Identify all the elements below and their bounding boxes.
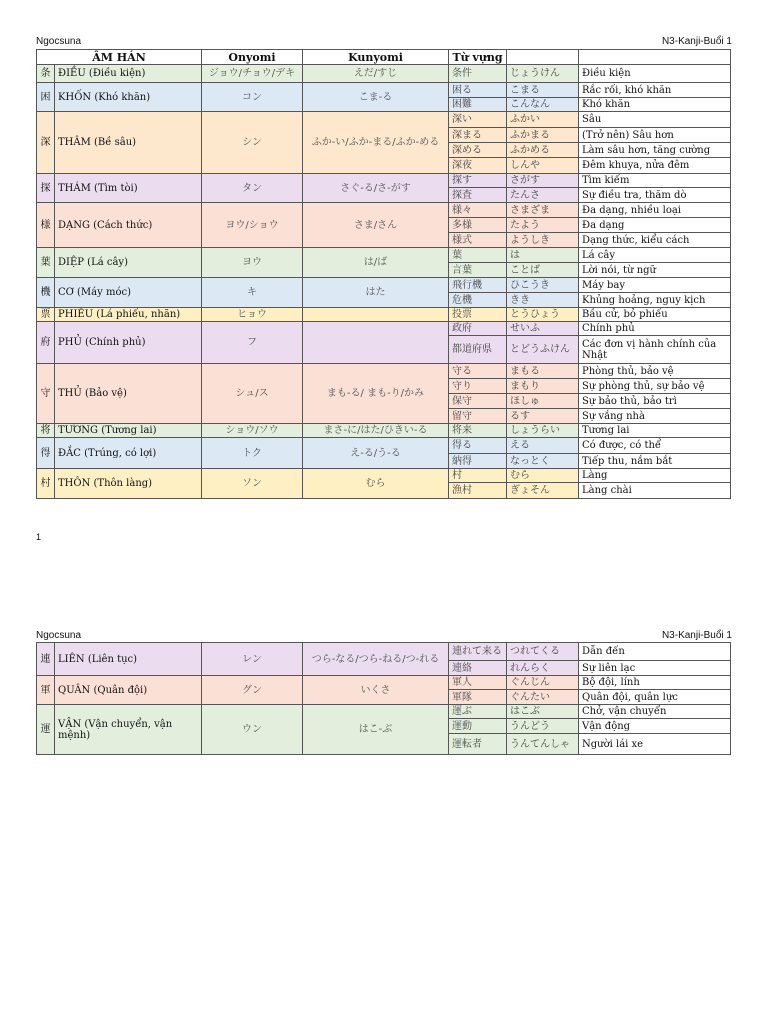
vocab-reading: ぎょそん [507, 483, 579, 499]
vocab-reading: なっとく [507, 454, 579, 469]
am-han-cell: CƠ (Máy móc) [55, 278, 202, 308]
vocab-reading: さまざま [507, 203, 579, 218]
vocab-reading: まもる [507, 364, 579, 379]
vocab-reading: うんどう [507, 719, 579, 734]
vocab-meaning: Sự liên lạc [579, 661, 731, 676]
table-row [37, 83, 731, 98]
vocab-meaning: Khó khăn [579, 98, 731, 112]
kanji-cell: 条 [37, 65, 55, 83]
vocab-reading: しんや [507, 158, 579, 174]
vocab-meaning: Tìm kiếm [579, 174, 731, 188]
table-row [37, 424, 731, 438]
vocab-word: 様々 [449, 203, 507, 218]
vocab-meaning: Các đơn vị hành chính của Nhật [579, 336, 731, 364]
table-row [37, 322, 731, 336]
am-han-cell: PHIẾU (Lá phiếu, nhãn) [55, 308, 202, 322]
vocab-reading: ふかい [507, 112, 579, 128]
kanji-cell: 葉 [37, 248, 55, 278]
onyomi-cell: シン [202, 112, 303, 174]
am-han-cell: THÔN (Thôn làng) [55, 469, 202, 499]
am-han-cell: QUÂN (Quân đội) [55, 676, 202, 705]
vocab-reading: とどうふけん [507, 336, 579, 364]
onyomi-cell: グン [202, 676, 303, 705]
table-row [37, 112, 731, 128]
vocab-word: 納得 [449, 454, 507, 469]
vocab-reading: ふかめる [507, 143, 579, 158]
onyomi-cell: ヒョウ [202, 308, 303, 322]
onyomi-cell: シュ/ス [202, 364, 303, 424]
kanji-table-1 [36, 49, 731, 499]
vocab-meaning: Lá cây [579, 248, 731, 263]
vocab-word: 運転者 [449, 734, 507, 755]
onyomi-cell: レン [202, 643, 303, 676]
vocab-reading: るす [507, 409, 579, 424]
vocab-meaning: Bộ đội, lính [579, 676, 731, 690]
vocab-word: 葉 [449, 248, 507, 263]
onyomi-cell: ウン [202, 705, 303, 755]
onyomi-cell: ヨウ/ショウ [202, 203, 303, 248]
vocab-word: 深める [449, 143, 507, 158]
vocab-meaning: Đêm khuya, nửa đêm [579, 158, 731, 174]
am-han-cell: DẠNG (Cách thức) [55, 203, 202, 248]
vocab-word: 探す [449, 174, 507, 188]
onyomi-cell: ジョウ/チョウ/デキ [202, 65, 303, 83]
header-title: N3-Kanji-Buổi 1 [661, 36, 732, 47]
am-han-cell: VẬN (Vận chuyển, vận mệnh) [55, 705, 202, 755]
vocab-word: 漁村 [449, 483, 507, 499]
vocab-reading: はこぶ [507, 705, 579, 719]
am-han-cell: KHỐN (Khó khăn) [55, 83, 202, 112]
vocab-reading: える [507, 438, 579, 454]
vocab-meaning: Điều kiện [579, 65, 731, 83]
vocab-reading: たんさ [507, 188, 579, 203]
col-meaning [579, 50, 731, 65]
vocab-meaning: Làng [579, 469, 731, 483]
kanji-cell: 連 [37, 643, 55, 676]
table-header-row [37, 50, 731, 65]
onyomi-cell: キ [202, 278, 303, 308]
kanji-cell: 村 [37, 469, 55, 499]
table-row [37, 308, 731, 322]
kanji-cell: 深 [37, 112, 55, 174]
vocab-word: 危機 [449, 293, 507, 308]
vocab-word: 守る [449, 364, 507, 379]
vocab-meaning: Tiếp thu, nắm bắt [579, 454, 731, 469]
onyomi-cell: ヨウ [202, 248, 303, 278]
am-han-cell: PHỦ (Chính phủ) [55, 322, 202, 364]
vocab-reading: さがす [507, 174, 579, 188]
page-number: 1 [36, 532, 42, 542]
vocab-word: 深夜 [449, 158, 507, 174]
col-reading [507, 50, 579, 65]
vocab-reading: じょうけん [507, 65, 579, 83]
col-onyomi: Onyomi [202, 50, 303, 65]
vocab-meaning: Bầu cử, bỏ phiếu [579, 308, 731, 322]
vocab-meaning: Rắc rối, khó khăn [579, 83, 731, 98]
vocab-reading: まもり [507, 379, 579, 394]
kunyomi-cell: さぐ-る/さ-がす [303, 174, 449, 203]
vocab-word: 条件 [449, 65, 507, 83]
vocab-reading: れんらく [507, 661, 579, 676]
kanji-cell: 機 [37, 278, 55, 308]
vocab-word: 軍隊 [449, 690, 507, 705]
table-row [37, 248, 731, 263]
kunyomi-cell: はた [303, 278, 449, 308]
kanji-cell: 守 [37, 364, 55, 424]
vocab-meaning: (Trở nên) Sâu hơn [579, 128, 731, 143]
vocab-meaning: Phòng thủ, bảo vệ [579, 364, 731, 379]
kanji-cell: 票 [37, 308, 55, 322]
vocab-word: 言葉 [449, 263, 507, 278]
vocab-reading: ふかまる [507, 128, 579, 143]
onyomi-cell: コン [202, 83, 303, 112]
table-row [37, 278, 731, 293]
vocab-meaning: Đa dạng, nhiều loại [579, 203, 731, 218]
vocab-reading: とうひょう [507, 308, 579, 322]
vocab-reading: たよう [507, 218, 579, 233]
vocab-word: 深い [449, 112, 507, 128]
table-row [37, 65, 731, 83]
vocab-word: 軍人 [449, 676, 507, 690]
vocab-meaning: Sự điều tra, thăm dò [579, 188, 731, 203]
vocab-reading: ようしき [507, 233, 579, 248]
col-kunyomi: Kunyomi [303, 50, 449, 65]
table-row [37, 174, 731, 188]
col-tu-vung: Từ vựng [449, 50, 507, 65]
am-han-cell: THÁM (Tìm tòi) [55, 174, 202, 203]
col-am-han: ÂM HÁN [37, 50, 202, 65]
vocab-meaning: Quân đội, quân lực [579, 690, 731, 705]
vocab-reading: うんてんしゃ [507, 734, 579, 755]
table-row [37, 676, 731, 690]
onyomi-cell: フ [202, 322, 303, 364]
vocab-meaning: Dẫn đến [579, 643, 731, 661]
kunyomi-cell: ふか-い/ふか-まる/ふか-める [303, 112, 449, 174]
vocab-word: 探査 [449, 188, 507, 203]
vocab-word: 将来 [449, 424, 507, 438]
vocab-word: 連れて来る [449, 643, 507, 661]
vocab-reading: は [507, 248, 579, 263]
vocab-meaning: Chính phủ [579, 322, 731, 336]
vocab-word: 困る [449, 83, 507, 98]
vocab-word: 得る [449, 438, 507, 454]
kunyomi-cell: つら-なる/つら-ねる/つ-れる [303, 643, 449, 676]
vocab-reading: ひこうき [507, 278, 579, 293]
vocab-word: 都道府県 [449, 336, 507, 364]
kunyomi-cell: こま-る [303, 83, 449, 112]
vocab-word: 留守 [449, 409, 507, 424]
kunyomi-cell: いくさ [303, 676, 449, 705]
vocab-meaning: Đa dạng [579, 218, 731, 233]
am-han-cell: ĐẮC (Trúng, có lợi) [55, 438, 202, 469]
onyomi-cell: トク [202, 438, 303, 469]
kanji-cell: 探 [37, 174, 55, 203]
kanji-cell: 困 [37, 83, 55, 112]
vocab-word: 投票 [449, 308, 507, 322]
vocab-meaning: Sâu [579, 112, 731, 128]
vocab-meaning: Chở, vận chuyển [579, 705, 731, 719]
onyomi-cell: ショウ/ソウ [202, 424, 303, 438]
vocab-meaning: Tương lai [579, 424, 731, 438]
kanji-cell: 府 [37, 322, 55, 364]
kunyomi-cell: えだ/すじ [303, 65, 449, 83]
vocab-reading: こんなん [507, 98, 579, 112]
vocab-meaning: Máy bay [579, 278, 731, 293]
kunyomi-cell: さま/さん [303, 203, 449, 248]
kanji-cell: 軍 [37, 676, 55, 705]
kunyomi-cell: まさ-に/はた/ひきい-る [303, 424, 449, 438]
vocab-reading: せいふ [507, 322, 579, 336]
vocab-word: 多様 [449, 218, 507, 233]
kunyomi-cell: はこ-ぶ [303, 705, 449, 755]
kanji-cell: 将 [37, 424, 55, 438]
am-han-cell: THÂM (Bề sâu) [55, 112, 202, 174]
kunyomi-cell: むら [303, 469, 449, 499]
vocab-word: 保守 [449, 394, 507, 409]
kunyomi-cell: え-る/う-る [303, 438, 449, 469]
table-row [37, 469, 731, 483]
kunyomi-cell: は/ば [303, 248, 449, 278]
vocab-meaning: Làm sâu hơn, tăng cường [579, 143, 731, 158]
vocab-word: 飛行機 [449, 278, 507, 293]
header-author: Ngocsuna [36, 36, 82, 47]
kunyomi-cell [303, 308, 449, 322]
kunyomi-cell: まも-る/ まも-り/かみ [303, 364, 449, 424]
table-row [37, 438, 731, 454]
vocab-reading: ほしゅ [507, 394, 579, 409]
vocab-reading: こまる [507, 83, 579, 98]
vocab-meaning: Sự bảo thủ, bảo trì [579, 394, 731, 409]
am-han-cell: ĐIỀU (Điều kiện) [55, 65, 202, 83]
table-row [37, 643, 731, 661]
vocab-reading: つれてくる [507, 643, 579, 661]
vocab-meaning: Có được, có thể [579, 438, 731, 454]
vocab-word: 運動 [449, 719, 507, 734]
vocab-reading: むら [507, 469, 579, 483]
header-author-2: Ngocsuna [36, 630, 82, 641]
vocab-meaning: Sự phòng thủ, sự bảo vệ [579, 379, 731, 394]
table-row [37, 705, 731, 719]
kanji-table-2 [36, 642, 731, 755]
vocab-meaning: Làng chài [579, 483, 731, 499]
kanji-cell: 得 [37, 438, 55, 469]
vocab-reading: しょうらい [507, 424, 579, 438]
kanji-cell: 様 [37, 203, 55, 248]
vocab-meaning: Người lái xe [579, 734, 731, 755]
vocab-word: 村 [449, 469, 507, 483]
onyomi-cell: タン [202, 174, 303, 203]
vocab-meaning: Vận động [579, 719, 731, 734]
vocab-word: 困難 [449, 98, 507, 112]
kanji-cell: 運 [37, 705, 55, 755]
kunyomi-cell [303, 322, 449, 364]
vocab-word: 守り [449, 379, 507, 394]
am-han-cell: TƯƠNG (Tương lai) [55, 424, 202, 438]
vocab-meaning: Sự vắng nhà [579, 409, 731, 424]
vocab-reading: ぐんじん [507, 676, 579, 690]
vocab-reading: ことば [507, 263, 579, 278]
vocab-word: 深まる [449, 128, 507, 143]
vocab-reading: きき [507, 293, 579, 308]
am-han-cell: DIỆP (Lá cây) [55, 248, 202, 278]
vocab-word: 連絡 [449, 661, 507, 676]
vocab-word: 政府 [449, 322, 507, 336]
am-han-cell: THỦ (Bảo vệ) [55, 364, 202, 424]
vocab-reading: ぐんたい [507, 690, 579, 705]
onyomi-cell: ソン [202, 469, 303, 499]
vocab-word: 運ぶ [449, 705, 507, 719]
vocab-meaning: Lời nói, từ ngữ [579, 263, 731, 278]
vocab-meaning: Khủng hoảng, nguy kịch [579, 293, 731, 308]
am-han-cell: LIÊN (Liên tục) [55, 643, 202, 676]
header-title-2: N3-Kanji-Buổi 1 [661, 630, 732, 641]
vocab-meaning: Dạng thức, kiểu cách [579, 233, 731, 248]
table-row [37, 203, 731, 218]
table-row [37, 364, 731, 379]
vocab-word: 様式 [449, 233, 507, 248]
